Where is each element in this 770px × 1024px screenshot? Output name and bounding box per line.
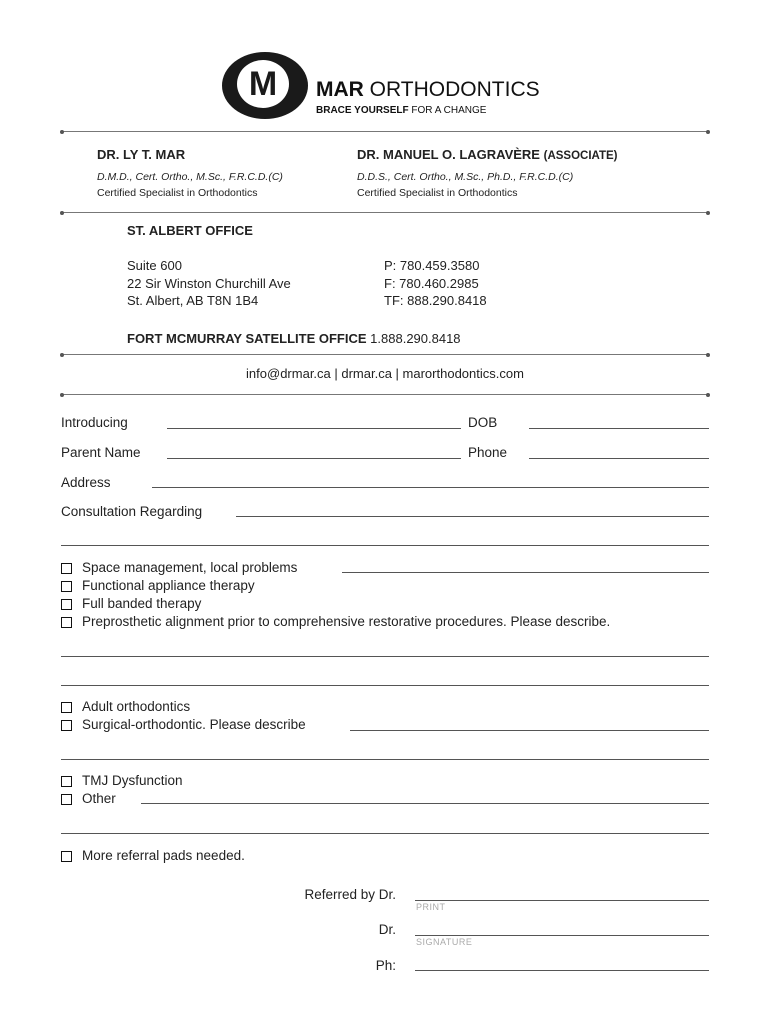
preprosthetic-field-2[interactable] — [61, 685, 709, 686]
dob-field[interactable] — [529, 428, 709, 429]
ph-label: Ph: — [375, 958, 396, 973]
space-management-field[interactable] — [342, 572, 709, 573]
adult-orthodontics-checkbox[interactable] — [61, 702, 72, 713]
web-contacts: info@drmar.ca | drmar.ca | marorthodontics.com — [246, 366, 524, 381]
office-phone: P: 780.459.3580 — [384, 258, 480, 273]
other-field[interactable] — [141, 803, 709, 804]
phone-label: Phone — [468, 445, 508, 460]
introducing-field[interactable] — [167, 428, 461, 429]
other-checkbox[interactable] — [61, 794, 72, 805]
logo — [222, 52, 308, 119]
office-address-line: St. Albert, AB T8N 1B4 — [127, 293, 259, 308]
logo-letter: M — [248, 65, 278, 103]
doctor-2-specialty: Certified Specialist in Orthodontics — [357, 187, 518, 199]
divider — [61, 131, 709, 132]
office-tollfree: TF: 888.290.8418 — [384, 293, 487, 308]
brand-name-light: ORTHODONTICS — [369, 78, 540, 101]
space-management-checkbox[interactable] — [61, 563, 72, 574]
tmj-checkbox[interactable] — [61, 776, 72, 787]
office-title: ST. ALBERT OFFICE — [127, 223, 253, 238]
introducing-label: Introducing — [61, 415, 128, 430]
functional-appliance-checkbox[interactable] — [61, 581, 72, 592]
adult-orthodontics-label: Adult orthodontics — [82, 699, 191, 714]
other-field-2[interactable] — [61, 833, 709, 834]
functional-appliance-label: Functional appliance therapy — [82, 578, 255, 593]
doctor-1-name: DR. LY T. MAR — [97, 147, 186, 162]
office-address-line: 22 Sir Winston Churchill Ave — [127, 276, 291, 291]
doctor-2-heading — [357, 147, 618, 162]
dob-label: DOB — [468, 415, 498, 430]
doctor-2-credentials: D.D.S., Cert. Ortho., M.Sc., Ph.D., F.R.C.D.(C) — [357, 171, 574, 183]
referred-by-field[interactable] — [415, 900, 709, 901]
consultation-field[interactable] — [236, 516, 709, 517]
preprosthetic-label: Preprosthetic alignment prior to comprehensive restorative procedures. Please describe. — [82, 614, 611, 629]
space-management-label: Space management, local problems — [82, 560, 298, 575]
surgical-orthodontic-field[interactable] — [350, 730, 709, 731]
other-label: Other — [82, 791, 116, 806]
surgical-orthodontic-field-2[interactable] — [61, 759, 709, 760]
dr-label: Dr. — [378, 922, 396, 937]
doctor-1-specialty: Certified Specialist in Orthodontics — [97, 187, 258, 199]
office-address-line: Suite 600 — [127, 258, 182, 273]
preprosthetic-field[interactable] — [61, 656, 709, 657]
satellite-title: FORT MCMURRAY SATELLITE OFFICE — [127, 331, 367, 346]
surgical-orthodontic-checkbox[interactable] — [61, 720, 72, 731]
doctor-1-credentials: D.M.D., Cert. Ortho., M.Sc., F.R.C.D.(C) — [97, 171, 283, 183]
more-pads-checkbox[interactable] — [61, 851, 72, 862]
referrer-phone-field[interactable] — [415, 970, 709, 971]
more-pads-label: More referral pads needed. — [82, 848, 245, 863]
satellite-phone: 1.888.290.8418 — [370, 331, 461, 346]
brand-tagline — [316, 105, 486, 116]
office-fax: F: 780.460.2985 — [384, 276, 479, 291]
parent-name-label: Parent Name — [61, 445, 141, 460]
address-field[interactable] — [152, 487, 709, 488]
phone-field[interactable] — [529, 458, 709, 459]
divider — [61, 354, 709, 355]
tagline-bold: BRACE YOURSELF — [316, 105, 409, 116]
preprosthetic-checkbox[interactable] — [61, 617, 72, 628]
brand-name-bold: MAR — [316, 78, 364, 101]
consultation-label: Consultation Regarding — [61, 504, 203, 519]
doctor-2-suffix: (ASSOCIATE) — [543, 150, 618, 162]
address-label: Address — [61, 475, 111, 490]
satellite-office — [127, 331, 461, 346]
consultation-field-2[interactable] — [61, 545, 709, 546]
parent-name-field[interactable] — [167, 458, 461, 459]
signature-hint: SIGNATURE — [416, 937, 473, 947]
referred-by-label: Referred by Dr. — [304, 887, 396, 902]
brand-name — [316, 78, 540, 102]
divider — [61, 394, 709, 395]
full-banded-checkbox[interactable] — [61, 599, 72, 610]
doctor-2-name: DR. MANUEL O. LAGRAVÈRE — [357, 147, 540, 162]
print-hint: PRINT — [416, 902, 446, 912]
full-banded-label: Full banded therapy — [82, 596, 202, 611]
tagline-light: FOR A CHANGE — [411, 105, 487, 116]
surgical-orthodontic-label: Surgical-orthodontic. Please describe — [82, 717, 306, 732]
signature-field[interactable] — [415, 935, 709, 936]
divider — [61, 212, 709, 213]
tmj-label: TMJ Dysfunction — [82, 773, 183, 788]
